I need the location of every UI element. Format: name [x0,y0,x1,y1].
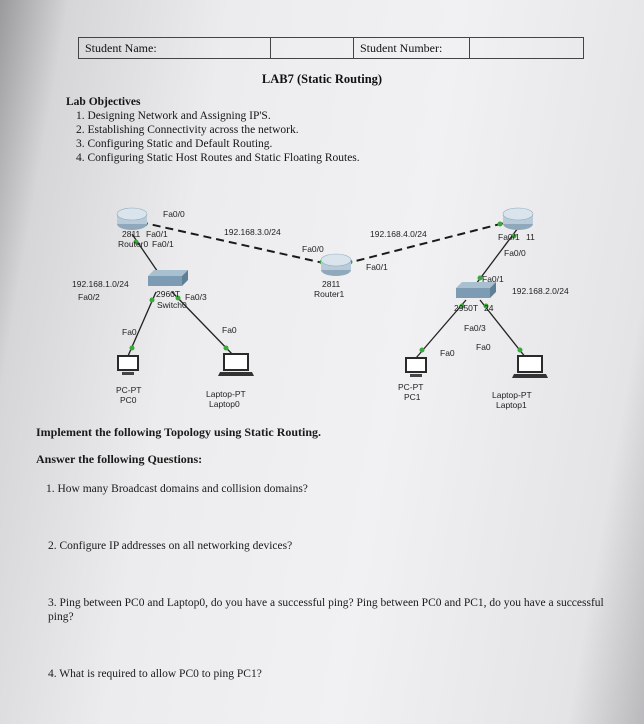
router1-name: Router1 [314,289,345,299]
student-name-label: Student Name: [79,38,271,58]
pc1-name: PC1 [404,392,421,402]
laptop0-type: Laptop-PT [206,389,246,399]
router0-port-top: Fa0/0 [163,209,185,219]
router2-icon [503,208,533,230]
answer-heading: Answer the following Questions: [36,452,203,466]
network-label: 192.168.2.0/24 [512,286,569,296]
objective-item: 1. Designing Network and Assigning IP'S. [76,110,271,122]
objective-item: 3. Configuring Static and Default Routing. [76,138,273,150]
switch0-port-left: Fa0/2 [78,292,100,302]
pc0-name: PC0 [120,395,137,405]
switch1-port-top: Fa0/1 [482,274,504,284]
question-item: 4. What is required to allow PC0 to ping PC1? [48,668,262,680]
router1-port-right: Fa0/1 [366,262,388,272]
router0-name: Router0 [118,239,149,249]
objective-item: 2. Establishing Connectivity across the network. [76,124,299,136]
question-item: 1. How many Broadcast domains and collision domains? [46,483,308,495]
router0-model: 2811 [122,229,141,239]
switch1-model: 2950T [454,303,479,313]
router2-port-top: Fa0/1 [498,232,520,242]
pc0-port: Fa0 [122,327,137,337]
laptop1-name: Laptop1 [496,400,527,410]
laptop0-name: Laptop0 [209,399,240,409]
router0-icon [117,208,147,230]
router1-port-left: Fa0/0 [302,244,324,254]
router1-model: 2811 [322,279,341,289]
switch0-icon [148,270,188,286]
router1-icon [321,254,351,276]
switch0-model: 2960T [156,289,181,299]
pc1-port: Fa0 [440,348,455,358]
switch0-port-right: Fa0/3 [185,292,207,302]
student-number-label: Student Number: [354,38,470,58]
laptop1-type: Laptop-PT [492,390,532,400]
router2-port-mid: Fa0/0 [504,248,526,258]
pc0-icon [118,356,138,375]
switch0-name: Switch0 [157,300,187,310]
student-number-field[interactable] [470,38,583,58]
switch1-suffix: 24 [484,303,494,313]
laptop1-icon [512,356,548,378]
network-label: 192.168.3.0/24 [224,227,281,237]
pc1-type: PC-PT [398,382,424,392]
switch1-icon [456,282,496,298]
laptop0-port: Fa0 [222,325,237,335]
question-item: 3. Ping between PC0 and Laptop0, do you have a successful ping? Ping between PC0 and PC1, do you have a successful ping? [48,597,604,623]
laptop1-port: Fa0 [476,342,491,352]
lab-objectives [66,95,360,165]
question-item: 2. Configure IP addresses on all networking devices? [48,540,293,552]
student-info-table [78,37,584,59]
student-name-field[interactable] [271,38,354,58]
pc1-icon [406,358,426,377]
router0-port-low: Fa0/1 [152,239,174,249]
implement-instruction: Implement the following Topology using Static Routing. [36,425,322,439]
laptop0-icon [218,354,254,376]
lab-title: LAB7 (Static Routing) [261,72,383,86]
objective-item: 4. Configuring Static Host Routes and Static Floating Routes. [76,152,360,164]
network-label: 192.168.4.0/24 [370,229,427,239]
pc0-type: PC-PT [116,385,142,395]
network-label: 192.168.1.0/24 [72,279,129,289]
router0-port-mid: Fa0/1 [146,229,168,239]
objectives-heading: Lab Objectives [66,96,141,108]
switch1-port-down: Fa0/3 [464,323,486,333]
router2-port-top-extra: 11 [526,232,535,242]
